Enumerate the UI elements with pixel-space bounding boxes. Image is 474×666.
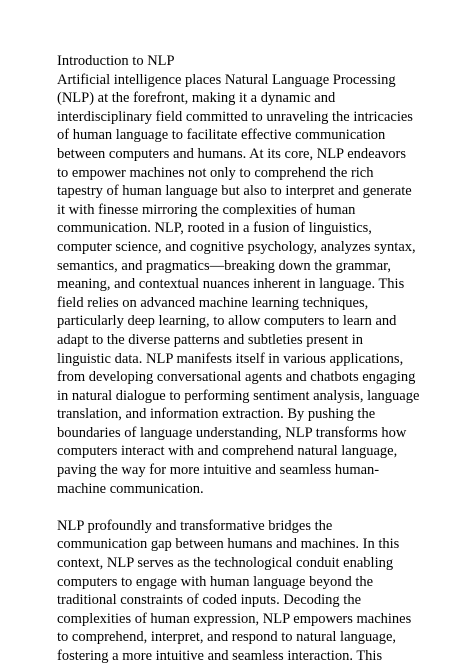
text-line: semantics, and pragmatics—breaking down the grammar, <box>57 257 392 274</box>
text-line: field relies on advanced machine learning techniques, <box>57 294 369 311</box>
text-line: to empower machines not only to comprehend the rich <box>57 164 374 181</box>
text-line: to comprehend, interpret, and respond to natural language, <box>57 629 397 646</box>
paragraph-2 <box>57 517 433 666</box>
paragraph-spacer <box>57 498 433 517</box>
text-line: computers to engage with human language beyond the <box>57 573 374 590</box>
text-line: particularly deep learning, to allow computers to learn and <box>57 313 397 330</box>
paragraph-1 <box>57 71 433 499</box>
text-line: Artificial intelligence places Natural Language Processing <box>57 71 396 88</box>
text-line: from developing conversational agents and chatbots engaging <box>57 369 416 386</box>
document-body <box>57 52 433 666</box>
text-line: linguistic data. NLP manifests itself in various applications, <box>57 350 404 367</box>
text-line: boundaries of language understanding, NLP transforms how <box>57 424 407 441</box>
text-line: in natural dialogue to performing sentiment analysis, language <box>57 387 420 404</box>
text-line: computer science, and cognitive psychology, analyzes syntax, <box>57 238 416 255</box>
text-line: computers interact with and comprehend natural language, <box>57 443 398 460</box>
text-line: context, NLP serves as the technological conduit enabling <box>57 555 394 572</box>
text-line: of human language to facilitate effective communication <box>57 127 386 144</box>
text-line: meaning, and contextual nuances inherent in language. This <box>57 276 405 293</box>
text-line: (NLP) at the forefront, making it a dynamic and <box>57 90 336 107</box>
text-line: communication. NLP, rooted in a fusion of linguistics, <box>57 220 372 237</box>
text-line: traditional constraints of coded inputs. Decoding the <box>57 592 362 609</box>
text-line: machine communication. <box>57 480 204 497</box>
text-line: adapt to the diverse patterns and subtleties present in <box>57 331 364 348</box>
text-line: between computers and humans. At its core, NLP endeavors <box>57 145 406 162</box>
text-line: paving the way for more intuitive and seamless human- <box>57 462 380 479</box>
text-line: tapestry of human language but also to interpret and generate <box>57 183 412 200</box>
text-line: translation, and information extraction. By pushing the <box>57 406 376 423</box>
text-line: NLP profoundly and transformative bridges the <box>57 517 333 534</box>
document-title: Introduction to NLP <box>57 53 175 69</box>
text-line: it with finesse mirroring the complexities of human <box>57 201 356 218</box>
text-line: complexities of human expression, NLP empowers machines <box>57 610 412 627</box>
text-line: fostering a more intuitive and seamless interaction. This <box>57 648 383 664</box>
text-line: communication gap between humans and machines. In this <box>57 536 400 553</box>
text-line: interdisciplinary field committed to unraveling the intricacies <box>57 108 413 125</box>
